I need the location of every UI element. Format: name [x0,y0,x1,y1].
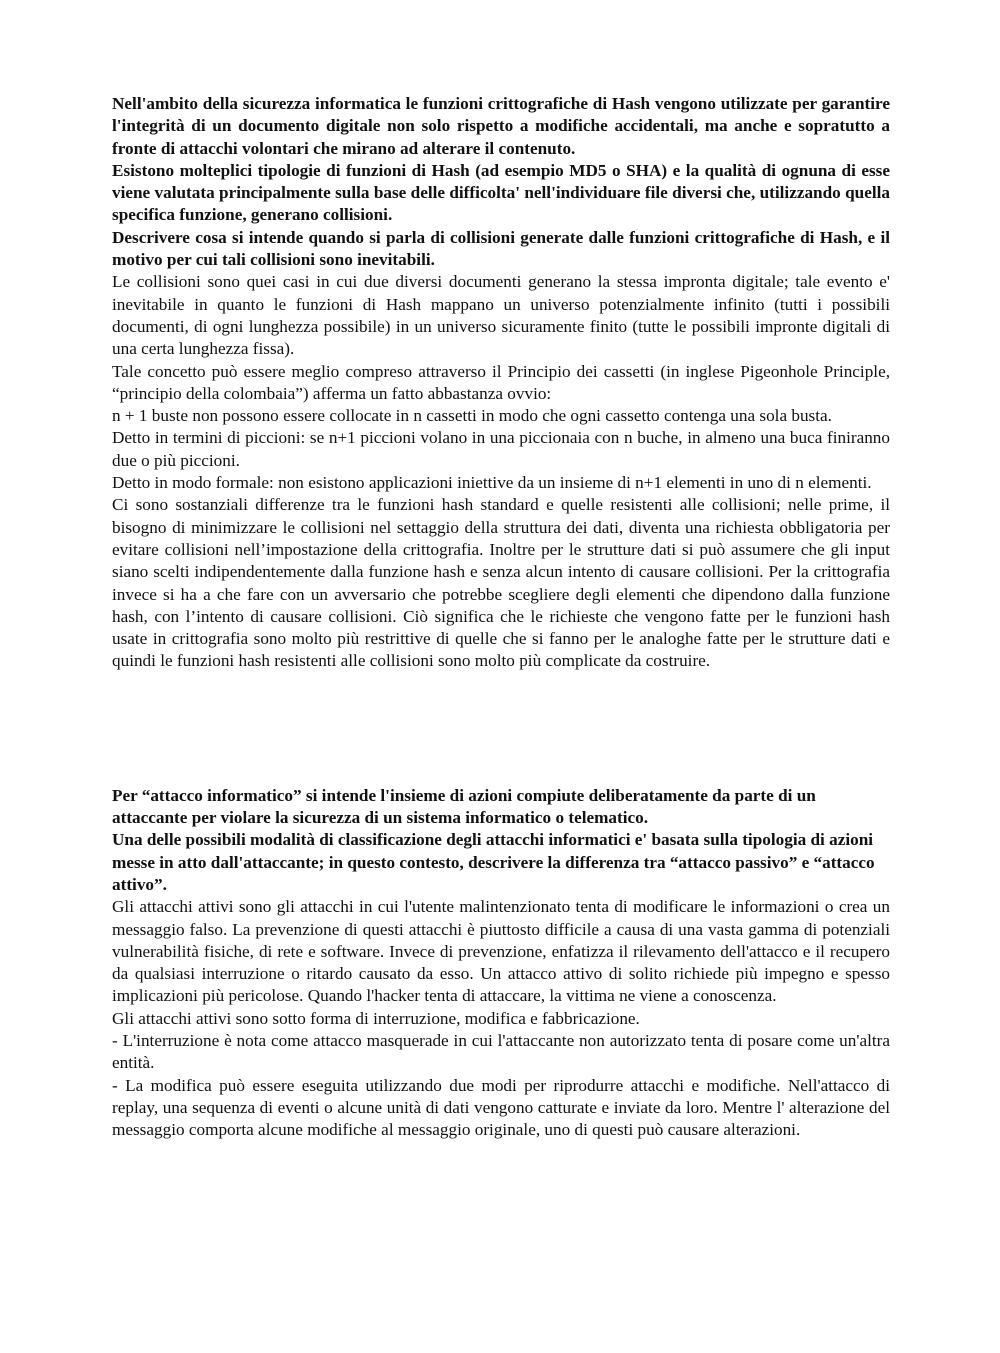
answer-paragraph: Detto in termini di piccioni: se n+1 piccioni volano in una piccionaia con n buche, in almeno una buca finiranno due o più piccioni. [112,428,890,470]
question-paragraph: Descrivere cosa si intende quando si parla di collisioni generate dalle funzioni crittografiche di Hash, e il motivo per cui tali collisioni sono inevitabili. [112,227,890,270]
answer-paragraph: Gli attacchi attivi sono gli attacchi in cui l'utente malintenzionato tenta di modificare le informazioni o crea un messaggio falso. La prevenzione di questi attacchi è piuttosto difficile a causa di una vasta gamma di potenziali vulnerabilità fisiche, di rete e software. Invece di prevenzione, enfatizza il rilevamento dell'attacco e il recupero da qualsiasi interruzione o ritardo causato da esso. Un attacco attivo di solito richiede più impegno e spesso implicazioni più pericolose. Quando l'hacker tenta di attaccare, la vittima ne viene a conoscenza. [112,897,890,1006]
question-paragraph: Esistono molteplici tipologie di funzioni di Hash (ad esempio MD5 o SHA) e la qualità di ognuna di esse viene valutata principalmente sulla base delle difficolta' nell'individuare file diversi che, utilizzando quella specifica funzione, generano collisioni. [112,160,890,225]
answer-paragraph: n + 1 buste non possono essere collocate in n cassetti in modo che ogni cassetto contenga una sola busta. [112,406,832,426]
answer-paragraph: Ci sono sostanziali differenze tra le funzioni hash standard e quelle resistenti alle collisioni; nelle prime, il bisogno di minimizzare le collisioni nel settaggio della struttura dei dati, diventa una richiesta obbligatoria per evitare collisioni nell’impostazione della crittografia. Inoltre per le strutture dati si può assumere che gli input siano scelti indipendentemente dalla funzione hash e senza alcun intento di causare collisioni. Per la crittografia invece si ha a che fare con un avversario che potrebbe scegliere degli elementi che dipendono dalla funzione hash, con l’intento di causare collisioni. Ciò significa che le richieste che vengono fatte per le funzioni hash usate in crittografia sono molto più restrittive di quelle che si fanno per le analoghe fatte per le strutture dati e quindi le funzioni hash resistenti alle collisioni sono molto più complicate da costruire. [112,495,890,671]
answer-paragraph: Detto in modo formale: non esistono applicazioni iniettive da un insieme di n+1 elementi in uno di n elementi. [112,473,872,493]
question-paragraph: Per “attacco informatico” si intende l'insieme di azioni compiute deliberatamente da parte di un attaccante per violare la sicurezza di un sistema informatico o telematico. [112,785,816,828]
answer-paragraph: Tale concetto può essere meglio compreso attraverso il Principio dei cassetti (in inglese Pigeonhole Principle, “principio della colombaia”) afferma un fatto abbastanza ovvio: [112,361,890,403]
section-gap [112,673,890,785]
answer-paragraph: Gli attacchi attivi sono sotto forma di interruzione, modifica e fabbricazione. [112,1008,640,1028]
answer-paragraph: Le collisioni sono quei casi in cui due diversi documenti generano la stessa impronta digitale; tale evento e' inevitabile in quanto le funzioni di Hash mappano un universo potenzialmente infinito (tutti i possibili documenti, di ogni lunghezza possibile) in un universo sicuramente finito (tutte le possibili impronte digitali di una certa lunghezza fissa). [112,272,890,359]
question-paragraph: Una delle possibili modalità di classificazione degli attacchi informatici e' basata sulla tipologia di azioni messe in atto dall'attaccante; in questo contesto, descrivere la differenza tra “attacco passivo” e “attacco attivo”. [112,830,875,894]
answer-paragraph: - L'interruzione è nota come attacco masquerade in cui l'attaccante non autorizzato tenta di posare come un'altra entità. [112,1030,890,1073]
question-paragraph: Nell'ambito della sicurezza informatica le funzioni crittografiche di Hash vengono utilizzate per garantire l'integrità di un documento digitale non solo rispetto a modifiche accidentali, ma anche e sopratutto a fronte di attacchi volontari che mirano ad alterare il contenuto. [112,94,890,158]
document-page [112,93,890,1141]
answer-paragraph: - La modifica può essere eseguita utilizzando due modi per riprodurre attacchi e modifiche. Nell'attacco di replay, una sequenza di eventi o alcune unità di dati vengono catturate e inviate da loro. Mentre l' alterazione del messaggio comporta alcune modifiche al messaggio originale, uno di questi può causare alterazioni. [112,1075,890,1140]
